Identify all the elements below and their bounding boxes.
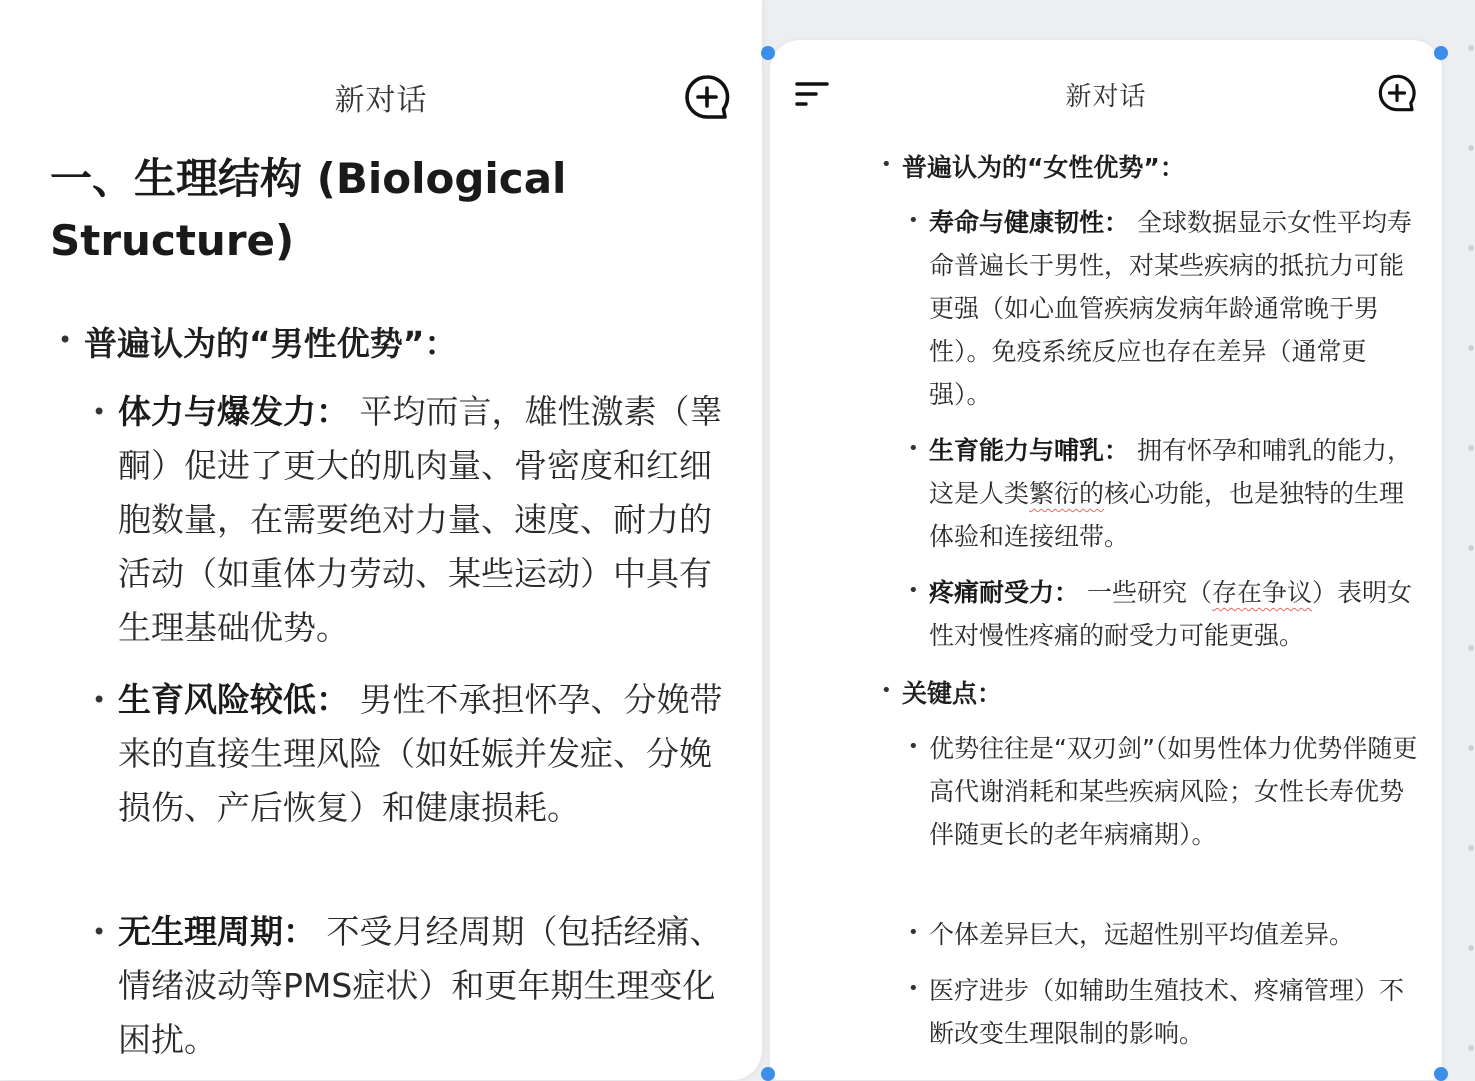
item-term: 无生理周期： [118,912,316,951]
bullet-dot: • [92,686,107,714]
bullet-dot: • [92,918,107,946]
list-item [118,673,730,835]
item-text: 不受月经周期（包括经痛、情绪波动等PMS症状）和更年期生理变化困扰。 [118,912,723,1059]
list-item: 优势往往是“双刃剑”（如男性体力优势伴随更高代谢消耗和某些疾病风险；女性长寿优势伴随更长的老年病痛期）。 [929,734,1418,849]
right-new-chat-button[interactable] [1376,72,1418,114]
bullet-dot: • [908,922,919,943]
list-item [929,429,1419,558]
selection-handle[interactable] [761,1067,775,1081]
bullet-dot: • [92,398,107,426]
selection-handle[interactable] [1434,1067,1448,1081]
item-term: 生育风险较低： [118,680,349,719]
item-term: 寿命与健康韧性： [929,208,1130,237]
item-text: 核心功能，也是独特的生理体验和连接纽带。 [929,479,1405,551]
item-text: ）表明女性对慢性疼痛的耐受力可能更强。 [929,578,1412,650]
item-text: 拥有怀孕和哺乳的能力，这是人类 [929,436,1412,508]
section-heading: 一、生理结构 (Biological Structure) [50,154,567,265]
new-chat-icon [1377,73,1417,113]
bullet-dot: • [908,978,919,999]
item-text: 男性不承担怀孕、分娩带来的直接生理风险（如妊娠并发症、分娩损伤、产后恢复）和健康损耗。 [118,680,723,827]
spellcheck-underlined-text: 存在争议 [1211,578,1312,607]
list-item [929,571,1419,657]
spellcheck-underlined-text: 繁衍的 [1029,479,1105,508]
list-item [118,905,730,1067]
left-titlebar [0,72,762,122]
bullet-dot: • [908,210,919,231]
list-item: 个体差异巨大，远超性别平均值差异。 [929,920,1355,949]
item-term: 体力与爆发力： [118,392,349,431]
item-term: 疼痛耐受力： [929,578,1080,607]
item-text: 平均而言，雄性激素（睾酮）促进了更大的肌肉量、骨密度和红细胞数量，在需要绝对力量、速度、耐力的活动（如重体力劳动、某些运动）中具有生理基础优势。 [118,392,723,647]
list-item: 医疗进步（如辅助生殖技术、疼痛管理）不断改变生理限制的影响。 [929,976,1405,1048]
bullet-dot: • [58,326,73,354]
item-text: 一些研究（ [1079,578,1212,607]
new-chat-icon [683,73,731,121]
bullet-dot: • [881,680,892,701]
right-titlebar [770,70,1442,118]
list-item [118,385,730,655]
item-text: 全球数据显示女性平均寿命普遍长于男性，对某些疾病的抵抗力可能更强（如心血管疾病发病年龄通常晚于男性）。免疫系统反应也存在差异（通常更强）。 [929,208,1412,409]
right-chat-title: 新对话 [1065,81,1147,112]
male-advantage-label: 普遍认为的“男性优势”： [84,324,458,363]
item-term: 生育能力与哺乳： [929,436,1130,465]
bullet-dot: • [881,154,892,175]
left-new-chat-button[interactable] [682,72,732,122]
selection-handle[interactable] [761,46,775,60]
list-item [929,201,1419,416]
left-chat-title: 新对话 [334,83,428,118]
bullet-dot: • [908,736,919,757]
bullet-dot: • [908,438,919,459]
female-advantage-label: 普遍认为的“女性优势”： [902,153,1185,182]
selection-handle[interactable] [1434,46,1448,60]
bullet-dot: • [908,580,919,601]
key-points-label: 关键点： [902,679,1003,708]
